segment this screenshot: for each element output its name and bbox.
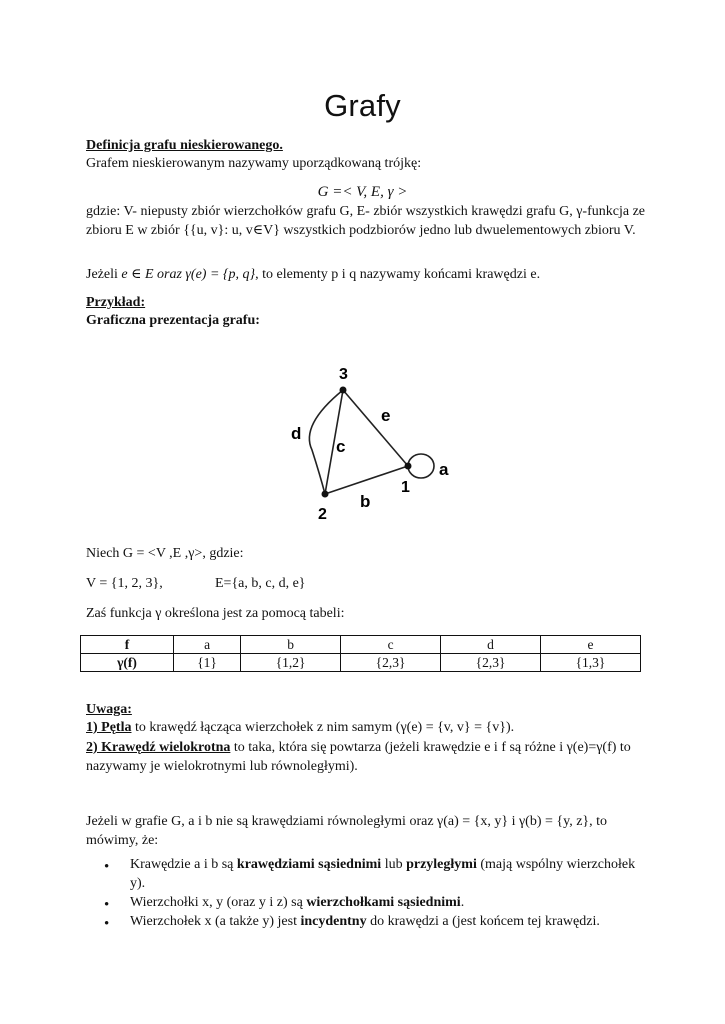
edge-label-c: c [336,437,346,456]
edge-label-e: e [381,406,391,425]
vertex-2 [322,491,329,498]
list-item [86,912,646,931]
graph-figure [280,355,465,525]
table-row [81,654,641,672]
edge-ends-formula: e ∈ E oraz γ(e) = {p, q} [121,267,256,282]
list-item-text: do krawędzi a (jest końcem tej krawędzi. [366,914,600,929]
niech-line: Niech G = <V ,E ,γ>, gdzie: [86,546,244,561]
edge-ends-sentence [86,266,540,283]
note-multi [86,738,646,776]
vertex-label-3: 3 [339,366,348,383]
list-item-text: lub [381,857,407,872]
example-heading: Przykład: [86,295,146,310]
list-item [86,855,646,893]
definition-formula: G =< V, E, γ > [317,184,408,200]
edge-a-loop [408,454,434,478]
note-multi-text: to taka, która się powtarza (jeżeli krawędzie e i f są różne i γ(e)=γ(f) to nazywamy je wielokrotnymi lub równoległymi). [86,740,631,774]
list-item-term: przyległymi [406,857,477,872]
table-cell: c [341,636,441,654]
vertex-1 [405,463,412,470]
list-item-text: . [460,895,465,910]
v-set: V = {1, 2, 3}, [86,576,163,591]
definition-heading: Definicja grafu nieskierowanego. [86,138,283,153]
table-cell: {1,3} [541,654,641,672]
table-cell: e [541,636,641,654]
edge-b [325,466,408,494]
edge-ends-prefix: Jeżeli [86,267,122,282]
table-intro: Zaś funkcja γ określona jest za pomocą tabeli: [86,606,345,621]
table-cell: a [174,636,241,654]
edge-label-d: d [291,424,302,443]
definition-intro: Grafem nieskierowanym nazywamy uporządkowaną trójkę: [86,156,422,171]
table-cell: b [241,636,341,654]
table-cell: f [81,636,174,654]
page-title: Grafy [324,88,401,123]
vertex-label-1: 1 [401,479,410,496]
list-item-text: Wierzchołki x, y (oraz y i z) są [130,895,307,910]
table-cell: {2,3} [341,654,441,672]
list-item [86,893,646,912]
table-cell: {2,3} [441,654,541,672]
definition-list [86,855,646,931]
list-item-term: krawędziami sąsiednimi [236,857,382,872]
list-item-term: incydentny [300,914,367,929]
note-loop [86,720,514,736]
list-item-text: Wierzchołek x (a także y) jest [130,914,301,929]
edge-label-b: b [360,492,371,511]
list-item-text: (mają wspólny wierzchołek y). [130,857,636,891]
table-cell: {1} [174,654,241,672]
definition-body: gdzie: V- niepusty zbiór wierzchołków grafu G, E- zbiór wszystkich krawędzi grafu G, γ-funkcja ze zbioru E w zbiór {{u, v}: u, v∈V} wszystkich podzbiorów jedno lub dwuelementowych zbioru V. [86,204,646,238]
note-heading: Uwaga: [86,702,132,717]
adjacency-intro: Jeżeli w grafie G, a i b nie są krawędziami równoległymi oraz γ(a) = {x, y} i γ(b) = {y, z}, to mówimy, że: [86,814,608,848]
table-header-row [81,636,641,654]
vertex-label-2: 2 [318,506,327,523]
list-item-text: Krawędzie a i b są [130,857,237,872]
edge-label-a: a [439,460,449,479]
graphic-heading: Graficzna prezentacja grafu: [86,313,260,328]
vertex-3 [340,387,347,394]
edge-ends-suffix: , to elementy p i q nazywamy końcami krawędzi e. [255,267,541,282]
table-cell: d [441,636,541,654]
list-item-term: wierzchołkami sąsiednimi [306,895,461,910]
note-loop-lead: 1) Pętla [86,720,132,735]
note-multi-lead: 2) Krawędź wielokrotna [86,740,231,755]
note-loop-text: to krawędź łącząca wierzchołek z nim samym (γ(e) = {v, v} = {v}). [131,720,515,735]
e-set: E={a, b, c, d, e} [215,576,306,591]
gamma-table [80,635,641,672]
table-cell: γ(f) [81,654,174,672]
table-cell: {1,2} [241,654,341,672]
edge-e [343,390,408,466]
